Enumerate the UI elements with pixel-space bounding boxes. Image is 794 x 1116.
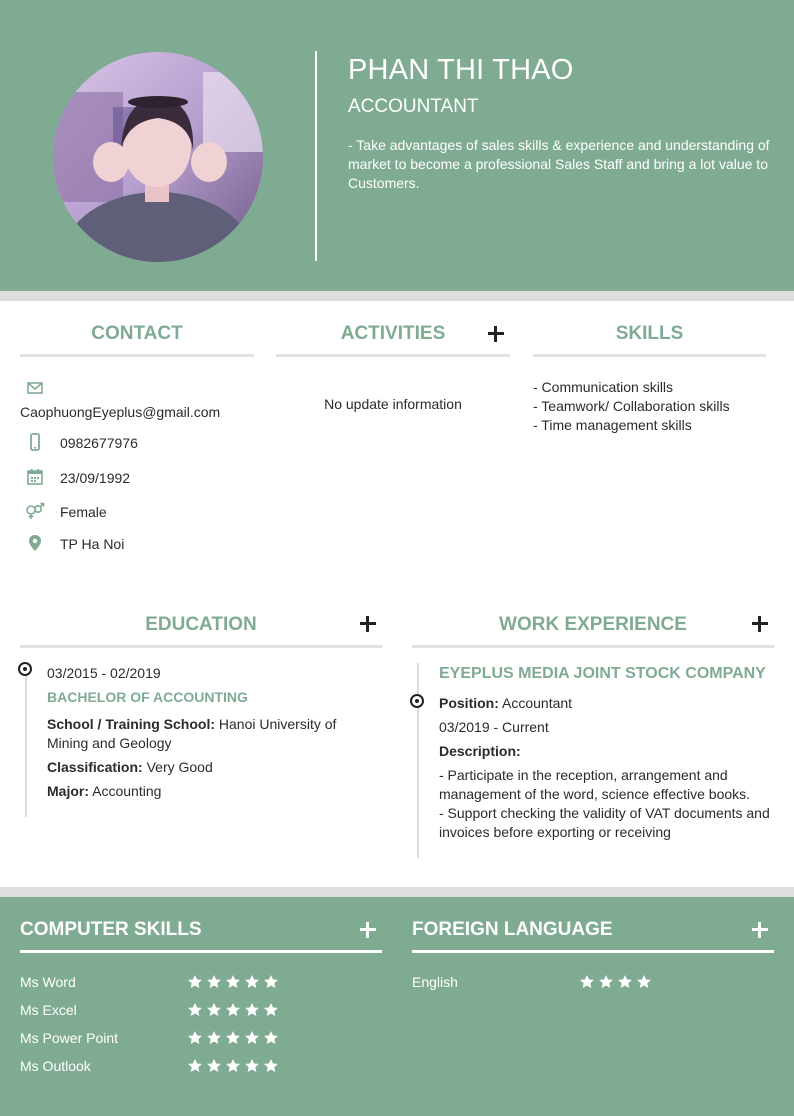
calendar-icon [26,468,44,486]
contact-phone: 0982677976 [60,435,138,451]
star-icon [206,974,222,990]
education-title: EDUCATION [145,614,257,635]
work-description-item: - Support checking the validity of VAT documents and invoices before exporting or receiving [439,805,770,840]
contact-title: CONTACT [91,323,183,344]
activities-content: No update information [324,396,462,412]
computer-skill-rating [187,1002,279,1018]
star-icon [263,1002,279,1018]
career-objective: - Take advantages of sales skills & experience and understanding of market to become a professional Sales Staff and bring a lot value to Customers. [348,137,770,191]
separator-band [0,887,794,897]
contact-location: TP Ha Noi [60,536,125,552]
star-icon [225,974,241,990]
footer-panel [0,897,794,1116]
mail-icon [26,379,44,397]
education-classification: Classification: Very Good [47,759,213,775]
star-icon [579,974,595,990]
work-position: Position: Accountant [439,695,573,711]
header-divider [315,51,317,261]
education-major: Major: Accounting [47,783,162,799]
computer-skill-name: Ms Word [20,974,76,990]
computer-skill-rating [187,1058,279,1074]
candidate-name: PHAN THI THAO [348,54,574,86]
computer-skill-name: Ms Excel [20,1002,77,1018]
contact-gender: Female [60,504,107,520]
separator-band [0,291,794,301]
language-rating [579,974,652,990]
timeline-dot-icon [410,694,424,708]
add-activity-plus-icon[interactable] [488,326,504,342]
add-language-plus-icon[interactable] [752,922,768,938]
contact-underline [20,354,254,357]
candidate-role: ACCOUNTANT [348,96,479,117]
education-underline [20,645,382,648]
computer-skill-name: Ms Power Point [20,1030,119,1046]
work-description-label: Description: [439,743,521,759]
star-icon [617,974,633,990]
language-name: English [412,974,458,990]
star-icon [187,1002,203,1018]
star-icon [598,974,614,990]
timeline-dot-icon [18,662,32,676]
work-description [439,766,774,842]
add-computer-skill-plus-icon[interactable] [360,922,376,938]
star-icon [187,1058,203,1074]
location-icon [27,534,45,552]
star-icon [225,1002,241,1018]
work-period: 03/2019 - Current [439,719,549,735]
phone-icon [26,433,44,451]
skills-underline [533,354,766,357]
star-icon [636,974,652,990]
star-icon [206,1002,222,1018]
education-degree: BACHELOR OF ACCOUNTING [47,689,248,705]
work-description-item: - Participate in the reception, arrangement and management of the word, science effective books. [439,767,751,802]
computer-skill-rating [187,1030,279,1046]
activities-title: ACTIVITIES [340,323,446,344]
education-timeline [25,669,27,817]
work-underline [412,645,774,648]
star-icon [187,1030,203,1046]
work-title: WORK EXPERIENCE [499,614,687,635]
computer-skill-name: Ms Outlook [20,1058,91,1074]
work-timeline [417,663,419,858]
star-icon [244,1030,260,1046]
work-company: EYEPLUS MEDIA JOINT STOCK COMPANY [439,665,766,682]
education-school: School / Training School: Hanoi University of Mining and Geology [47,716,337,751]
star-icon [244,1058,260,1074]
computer-skills-underline [20,950,382,953]
star-icon [263,974,279,990]
star-icon [263,1030,279,1046]
star-icon [244,974,260,990]
header-banner [0,0,794,291]
gender-icon [25,502,43,520]
education-period: 03/2015 - 02/2019 [47,665,161,681]
computer-skills-title: COMPUTER SKILLS [20,919,202,940]
skill-item: - Communication skills [533,379,674,395]
star-icon [206,1030,222,1046]
star-icon [225,1030,241,1046]
foreign-language-title: FOREIGN LANGUAGE [412,919,613,940]
star-icon [263,1058,279,1074]
profile-photo [53,52,263,262]
foreign-language-underline [412,950,774,953]
star-icon [244,1002,260,1018]
add-work-plus-icon[interactable] [752,616,768,632]
activities-underline [276,354,510,357]
star-icon [187,974,203,990]
add-education-plus-icon[interactable] [360,616,376,632]
computer-skill-rating [187,974,279,990]
contact-birthday: 23/09/1992 [60,470,131,486]
star-icon [225,1058,241,1074]
skill-item: - Time management skills [533,417,692,433]
contact-email: CaophuongEyeplus@gmail.com [20,404,221,420]
star-icon [206,1058,222,1074]
skills-title: SKILLS [615,323,684,344]
skill-item: - Teamwork/ Collaboration skills [533,398,730,414]
